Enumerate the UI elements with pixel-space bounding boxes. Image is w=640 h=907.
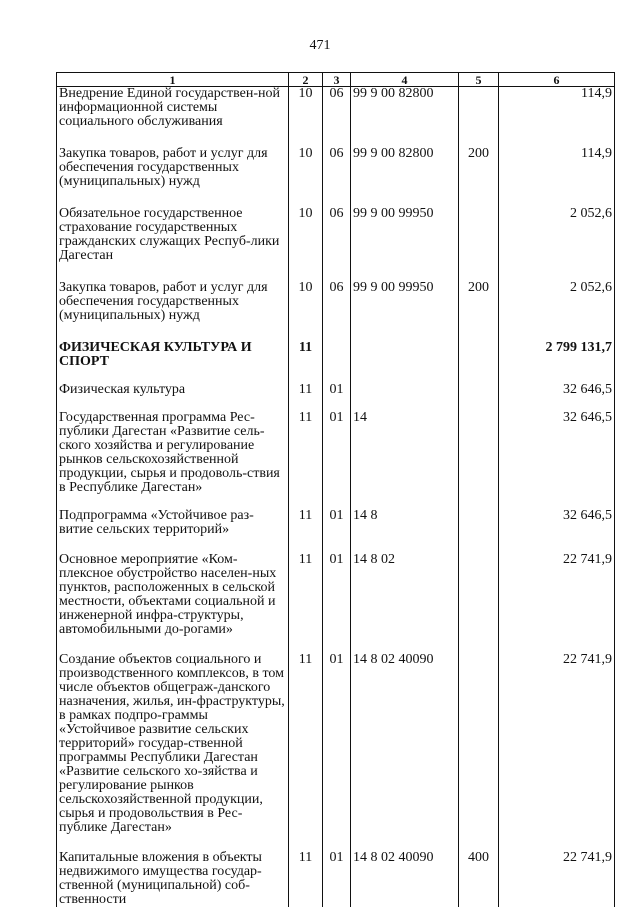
row-expense-type bbox=[459, 397, 499, 495]
row-expense-type: 400 bbox=[459, 835, 499, 907]
row-podrazdel: 01 bbox=[323, 537, 351, 637]
budget-table bbox=[56, 72, 615, 907]
row-target-article: 14 8 02 40090 bbox=[351, 637, 459, 835]
row-name: Закупка товаров, работ и услуг для обеспечения государственных (муниципальных) нужд bbox=[57, 129, 289, 189]
table-row bbox=[57, 189, 615, 263]
row-target-article: 14 8 02 bbox=[351, 537, 459, 637]
row-podrazdel: 01 bbox=[323, 397, 351, 495]
row-expense-type bbox=[459, 87, 499, 130]
row-razdel: 11 bbox=[289, 495, 323, 537]
col-header-4: 4 bbox=[351, 73, 459, 87]
row-name: Основное мероприятие «Ком-плексное обустройство населен-ных пунктов, расположенных в сельской местности, объектами социальной и инженерной инфра-структуры, автомобильными до-рогами» bbox=[57, 537, 289, 637]
row-name: Подпрограмма «Устойчивое раз-витие сельских территорий» bbox=[57, 495, 289, 537]
row-podrazdel: 01 bbox=[323, 495, 351, 537]
page-number: 471 bbox=[0, 38, 640, 54]
row-podrazdel: 01 bbox=[323, 637, 351, 835]
row-podrazdel: 06 bbox=[323, 189, 351, 263]
row-podrazdel bbox=[323, 323, 351, 369]
row-name: Обязательное государственное страхование государственных гражданских служащих Респуб-лики Дагестан bbox=[57, 189, 289, 263]
row-sum: 2 799 131,7 bbox=[499, 323, 615, 369]
row-sum: 22 741,9 bbox=[499, 835, 615, 907]
row-podrazdel: 06 bbox=[323, 87, 351, 130]
row-target-article bbox=[351, 369, 459, 397]
row-target-article: 99 9 00 82800 bbox=[351, 129, 459, 189]
row-expense-type: 200 bbox=[459, 129, 499, 189]
row-razdel: 11 bbox=[289, 323, 323, 369]
row-podrazdel: 01 bbox=[323, 835, 351, 907]
col-header-1: 1 bbox=[57, 73, 289, 87]
col-header-5: 5 bbox=[459, 73, 499, 87]
row-name: Закупка товаров, работ и услуг для обеспечения государственных (муниципальных) нужд bbox=[57, 263, 289, 323]
row-target-article: 99 9 00 99950 bbox=[351, 189, 459, 263]
table-row bbox=[57, 129, 615, 189]
row-expense-type: 200 bbox=[459, 263, 499, 323]
row-sum: 32 646,5 bbox=[499, 397, 615, 495]
row-razdel: 11 bbox=[289, 369, 323, 397]
row-name: ФИЗИЧЕСКАЯ КУЛЬТУРА И СПОРТ bbox=[57, 323, 289, 369]
row-podrazdel: 01 bbox=[323, 369, 351, 397]
row-podrazdel: 06 bbox=[323, 129, 351, 189]
col-header-6: 6 bbox=[499, 73, 615, 87]
row-sum: 32 646,5 bbox=[499, 369, 615, 397]
table-row bbox=[57, 637, 615, 835]
table-row bbox=[57, 87, 615, 130]
table-row bbox=[57, 263, 615, 323]
row-name: Государственная программа Рес-публики Дагестан «Развитие сель-ского хозяйства и регулирование рынков сельскохозяйственной продукции, сырья и продоволь-ствия в Республике Дагестан» bbox=[57, 397, 289, 495]
row-razdel: 11 bbox=[289, 835, 323, 907]
row-expense-type bbox=[459, 537, 499, 637]
table-row bbox=[57, 369, 615, 397]
row-sum: 22 741,9 bbox=[499, 537, 615, 637]
row-sum: 114,9 bbox=[499, 129, 615, 189]
row-name: Создание объектов социального и производственного комплексов, в том числе объектов общеграж-данского назначения, жилья, ин-фраструктуры, в рамках подпро-граммы «Устойчивое развитие сельских территорий» государ-ственной программы Республики Дагестан «Развитие сельского хо-зяйства и регулирование рынков сельскохозяйственной продукции, сырья и продовольствия в Рес-публике Дагестан» bbox=[57, 637, 289, 835]
row-target-article: 99 9 00 99950 bbox=[351, 263, 459, 323]
row-target-article bbox=[351, 323, 459, 369]
row-razdel: 11 bbox=[289, 637, 323, 835]
row-name: Физическая культура bbox=[57, 369, 289, 397]
table-row bbox=[57, 537, 615, 637]
row-target-article: 14 8 bbox=[351, 495, 459, 537]
table-row bbox=[57, 323, 615, 369]
row-expense-type bbox=[459, 637, 499, 835]
row-razdel: 10 bbox=[289, 263, 323, 323]
row-razdel: 10 bbox=[289, 129, 323, 189]
row-podrazdel: 06 bbox=[323, 263, 351, 323]
table-body bbox=[57, 87, 615, 907]
row-expense-type bbox=[459, 495, 499, 537]
row-razdel: 11 bbox=[289, 397, 323, 495]
row-razdel: 10 bbox=[289, 189, 323, 263]
row-expense-type bbox=[459, 323, 499, 369]
col-header-2: 2 bbox=[289, 73, 323, 87]
row-name: Капитальные вложения в объекты недвижимого имущества государ-ственной (муниципальной) соб-ственности bbox=[57, 835, 289, 907]
row-sum: 32 646,5 bbox=[499, 495, 615, 537]
table-row bbox=[57, 397, 615, 495]
row-target-article: 14 8 02 40090 bbox=[351, 835, 459, 907]
row-target-article: 99 9 00 82800 bbox=[351, 87, 459, 130]
row-sum: 2 052,6 bbox=[499, 263, 615, 323]
row-razdel: 11 bbox=[289, 537, 323, 637]
row-sum: 114,9 bbox=[499, 87, 615, 130]
row-name: Внедрение Единой государствен-ной информационной системы социального обслуживания bbox=[57, 87, 289, 130]
table-row bbox=[57, 495, 615, 537]
row-razdel: 10 bbox=[289, 87, 323, 130]
table-row bbox=[57, 835, 615, 907]
row-target-article: 14 bbox=[351, 397, 459, 495]
col-header-3: 3 bbox=[323, 73, 351, 87]
row-expense-type bbox=[459, 369, 499, 397]
header-row bbox=[57, 73, 615, 87]
row-sum: 22 741,9 bbox=[499, 637, 615, 835]
row-expense-type bbox=[459, 189, 499, 263]
row-sum: 2 052,6 bbox=[499, 189, 615, 263]
